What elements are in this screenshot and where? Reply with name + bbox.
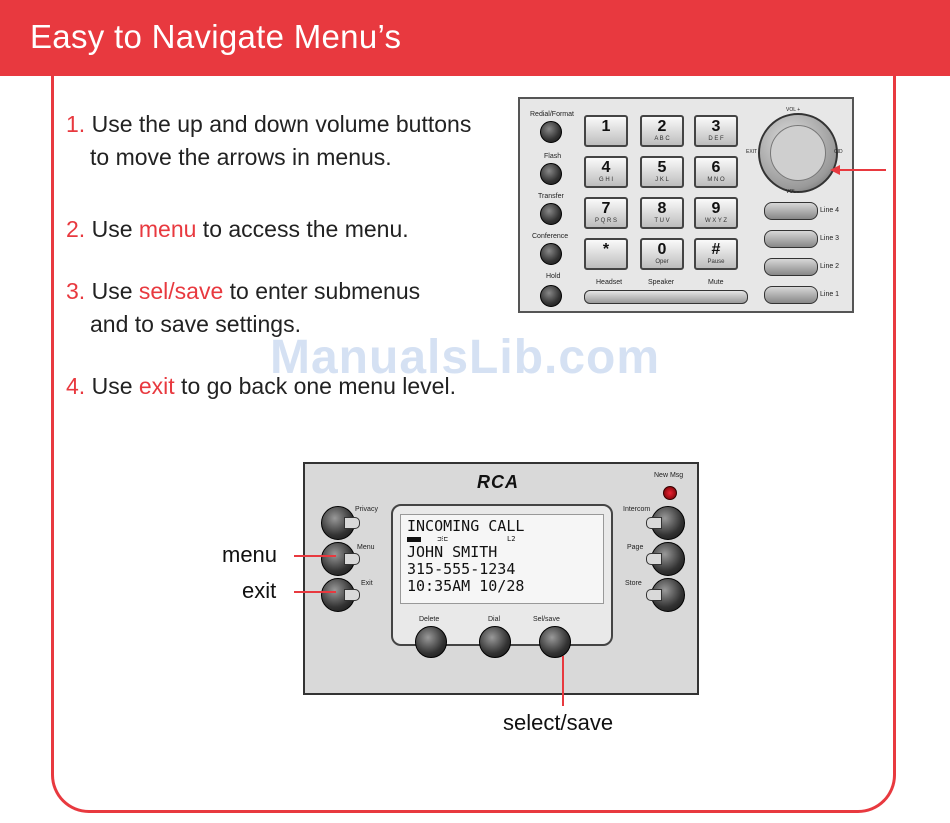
delete-button[interactable] bbox=[415, 626, 447, 658]
step-number: 1. bbox=[66, 111, 86, 137]
store-button[interactable] bbox=[651, 578, 685, 612]
line-4-button[interactable] bbox=[764, 202, 818, 220]
brand-logo: RCA bbox=[477, 472, 519, 492]
line-1-label: Line 1 bbox=[820, 291, 840, 298]
dial-cid-label: CID bbox=[834, 149, 843, 155]
signal-icon: ⊐⁝⊏ bbox=[437, 535, 448, 543]
dial-button[interactable] bbox=[479, 626, 511, 658]
lcd-line-2: JOHN SMITH bbox=[407, 543, 498, 561]
selsave-button[interactable] bbox=[539, 626, 571, 658]
exit-button[interactable] bbox=[321, 578, 355, 612]
line-2-label: Line 2 bbox=[820, 263, 840, 270]
privacy-button[interactable] bbox=[321, 506, 355, 540]
dial-pointer-arrow bbox=[828, 160, 888, 182]
lcd-line-3: 315-555-1234 bbox=[407, 560, 516, 578]
conference-button[interactable] bbox=[540, 243, 562, 265]
line-3-label: Line 3 bbox=[820, 235, 840, 242]
intercom-button[interactable] bbox=[651, 506, 685, 540]
new-msg-label: New Msg bbox=[654, 472, 684, 479]
menu-callout: menu bbox=[222, 542, 278, 567]
headset-label: Headset bbox=[596, 279, 623, 286]
battery-icon bbox=[407, 537, 421, 542]
store-label: Store bbox=[625, 580, 642, 587]
flash-label: Flash bbox=[544, 153, 562, 160]
lcd-status-row bbox=[407, 535, 597, 544]
step-text-after: to access the menu. bbox=[196, 216, 409, 242]
step-text: Use bbox=[91, 373, 139, 399]
vol-up-label: VOL + bbox=[786, 107, 801, 113]
step-2 bbox=[66, 213, 516, 246]
select-save-callout: select/save bbox=[503, 710, 614, 735]
menu-label: Menu bbox=[357, 544, 375, 551]
key-4[interactable]: 4 G H I bbox=[584, 156, 628, 188]
lcd-display bbox=[400, 514, 604, 604]
key-8[interactable]: 8 T U V bbox=[640, 197, 684, 229]
page-title: Easy to Navigate Menu’s bbox=[30, 18, 402, 55]
redial-button[interactable] bbox=[540, 121, 562, 143]
navigation-dial[interactable] bbox=[758, 113, 838, 193]
speaker-label: Speaker bbox=[648, 279, 675, 286]
lcd-line-1: INCOMING CALL bbox=[407, 517, 525, 535]
menu-callout-line bbox=[294, 555, 336, 557]
line-2-button[interactable] bbox=[764, 258, 818, 276]
step-number: 4. bbox=[66, 373, 86, 399]
step-text-continued: and to save settings. bbox=[90, 311, 301, 337]
lcd-line-4: 10:35AM 10/28 bbox=[407, 577, 525, 595]
dial-exit-label: EXIT bbox=[746, 149, 758, 155]
keypad-diagram bbox=[518, 97, 854, 313]
watermark: ManualsLib.com bbox=[270, 331, 661, 384]
dial-label: Dial bbox=[488, 616, 501, 623]
key-0[interactable]: 0 Oper bbox=[640, 238, 684, 270]
page-label: Page bbox=[627, 544, 644, 551]
step-text: Use the up and down volume buttons bbox=[91, 111, 472, 137]
key-2[interactable]: 2 A B C bbox=[640, 115, 684, 147]
page-button[interactable] bbox=[651, 542, 685, 576]
new-msg-led bbox=[663, 486, 677, 500]
vol-down-label: VOL - bbox=[786, 189, 799, 195]
step-keyword: exit bbox=[138, 373, 175, 399]
privacy-label: Privacy bbox=[355, 506, 378, 513]
step-text-after: to enter submenus bbox=[223, 278, 421, 304]
line-3-button[interactable] bbox=[764, 230, 818, 248]
line-4-label: Line 4 bbox=[820, 207, 840, 214]
key-9[interactable]: 9 W X Y Z bbox=[694, 197, 738, 229]
hold-label: Hold bbox=[546, 273, 561, 280]
exit-callout-line bbox=[294, 591, 336, 593]
lcd-line-indicator: L2 bbox=[507, 535, 516, 543]
headset-speaker-mute-bar[interactable] bbox=[584, 290, 748, 304]
step-keyword: sel/save bbox=[138, 278, 224, 304]
line-1-button[interactable] bbox=[764, 286, 818, 304]
select-callout-line bbox=[562, 656, 564, 706]
key-pound[interactable]: # Pause bbox=[694, 238, 738, 270]
mute-label: Mute bbox=[708, 279, 724, 286]
transfer-button[interactable] bbox=[540, 203, 562, 225]
step-number: 3. bbox=[66, 278, 86, 304]
redial-label: Redial/Format bbox=[530, 111, 574, 118]
step-text: Use bbox=[91, 278, 139, 304]
key-3[interactable]: 3 D E F bbox=[694, 115, 738, 147]
phone-diagram bbox=[303, 462, 699, 695]
menu-button[interactable] bbox=[321, 542, 355, 576]
intercom-label: Intercom bbox=[623, 506, 651, 513]
conference-label: Conference bbox=[532, 233, 569, 240]
key-star[interactable]: * bbox=[584, 238, 628, 270]
key-7[interactable]: 7 P Q R S bbox=[584, 197, 628, 229]
key-5[interactable]: 5 J K L bbox=[640, 156, 684, 188]
step-number: 2. bbox=[66, 216, 86, 242]
step-text-continued: to move the arrows in menus. bbox=[90, 144, 392, 170]
step-text: Use bbox=[91, 216, 139, 242]
lcd-screen-bezel bbox=[391, 504, 613, 646]
step-1 bbox=[66, 108, 516, 174]
delete-label: Delete bbox=[419, 616, 440, 623]
key-6[interactable]: 6 M N O bbox=[694, 156, 738, 188]
step-text-after: to go back one menu level. bbox=[174, 373, 456, 399]
flash-button[interactable] bbox=[540, 163, 562, 185]
exit-label: Exit bbox=[361, 580, 373, 587]
dial-center bbox=[770, 125, 826, 181]
key-1[interactable]: 1 bbox=[584, 115, 628, 147]
exit-callout: exit bbox=[242, 578, 277, 603]
selsave-label: Sel/save bbox=[533, 616, 560, 623]
transfer-label: Transfer bbox=[538, 193, 564, 200]
hold-button[interactable] bbox=[540, 285, 562, 307]
step-keyword: menu bbox=[138, 216, 197, 242]
